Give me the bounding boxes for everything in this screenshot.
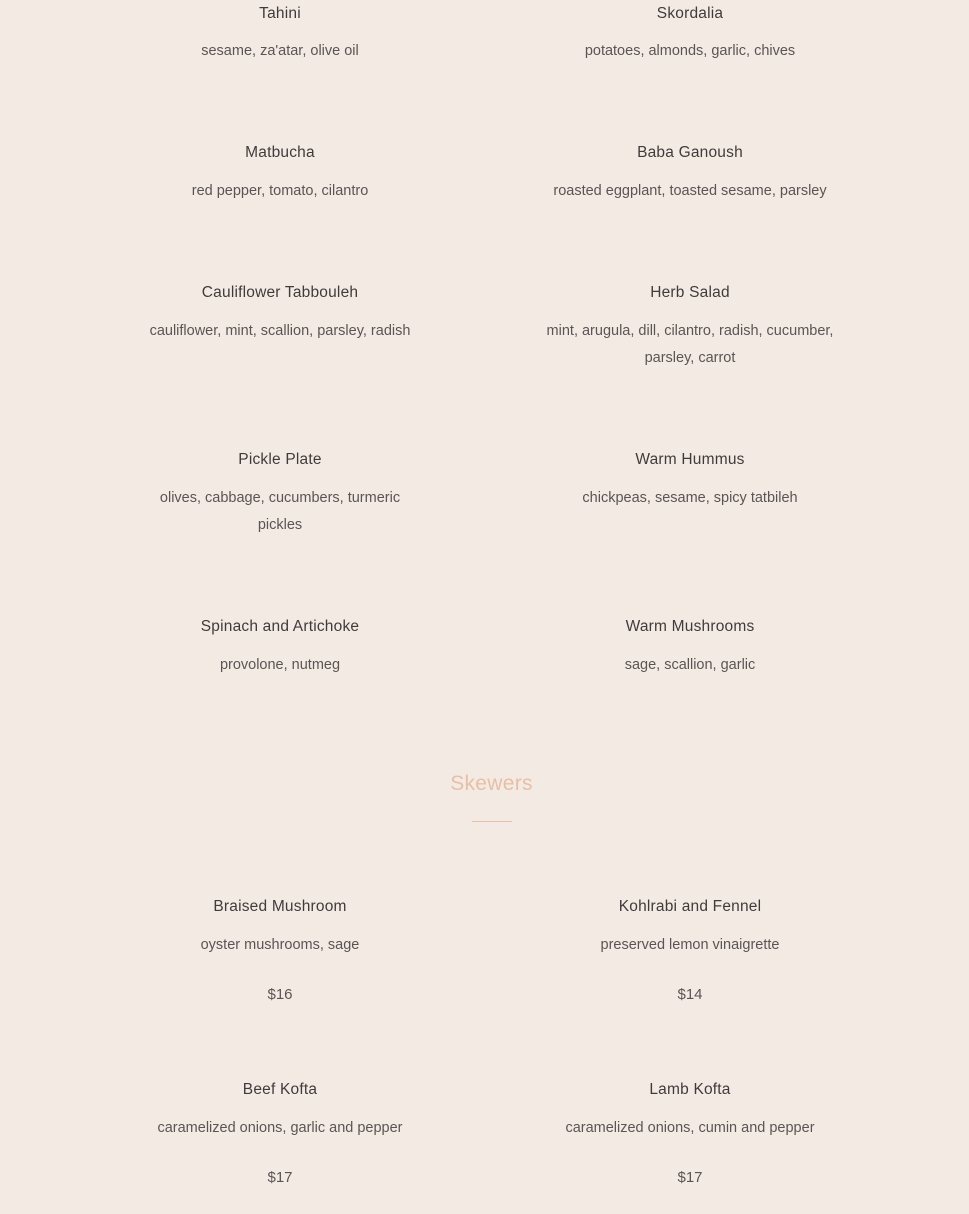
menu-item (130, 614, 430, 679)
item-description: caramelized onions, garlic and pepper (157, 1120, 403, 1136)
item-name: Warm Hummus (635, 451, 745, 468)
item-name: Baba Ganoush (637, 144, 743, 161)
menu-item (538, 1077, 843, 1190)
item-description: caramelized onions, cumin and pepper (565, 1120, 815, 1136)
item-name: Matbucha (245, 144, 315, 161)
menu-item (538, 447, 843, 512)
item-description: olives, cabbage, cucumbers, turmeric pickles (159, 490, 401, 533)
item-description: roasted eggplant, toasted sesame, parsley (553, 183, 827, 199)
item-description: provolone, nutmeg (219, 657, 341, 673)
menu-item (145, 447, 415, 539)
menu-item (530, 1, 850, 65)
item-description: preserved lemon vinaigrette (600, 937, 780, 953)
item-description: mint, arugula, dill, cilantro, radish, cucumber, parsley, carrot (546, 323, 834, 366)
item-name: Skordalia (656, 5, 724, 22)
item-name: Braised Mushroom (213, 898, 347, 915)
item-description: red pepper, tomato, cilantro (191, 183, 369, 199)
item-price: $16 (267, 986, 293, 1003)
menu-item (130, 894, 430, 1007)
item-price: $17 (677, 1169, 703, 1186)
item-description: cauliflower, mint, scallion, parsley, radish (149, 323, 411, 339)
item-description: sesame, za'atar, olive oil (201, 43, 359, 59)
item-name: Lamb Kofta (649, 1081, 731, 1098)
menu-item (130, 1077, 430, 1190)
menu-item (538, 894, 843, 1007)
menu-item (130, 280, 430, 345)
item-name: Beef Kofta (242, 1081, 318, 1098)
menu-item (130, 1, 430, 65)
menu-item (538, 280, 843, 372)
item-description: chickpeas, sesame, spicy tatbileh (582, 490, 798, 506)
item-name: Warm Mushrooms (625, 618, 755, 635)
item-name: Tahini (259, 5, 301, 22)
item-name: Spinach and Artichoke (200, 618, 360, 635)
section-title: Skewers (450, 772, 533, 795)
item-price: $14 (677, 986, 703, 1003)
item-name: Kohlrabi and Fennel (618, 898, 762, 915)
item-description: potatoes, almonds, garlic, chives (584, 43, 796, 59)
item-description: oyster mushrooms, sage (200, 937, 360, 953)
menu-item (130, 140, 430, 205)
menu-item (538, 614, 843, 679)
item-name: Herb Salad (650, 284, 730, 301)
item-price: $17 (267, 1169, 293, 1186)
item-name: Pickle Plate (238, 451, 322, 468)
menu-item (530, 140, 850, 205)
item-name: Cauliflower Tabbouleh (201, 284, 359, 301)
section-divider (472, 821, 512, 822)
item-description: sage, scallion, garlic (624, 657, 756, 673)
